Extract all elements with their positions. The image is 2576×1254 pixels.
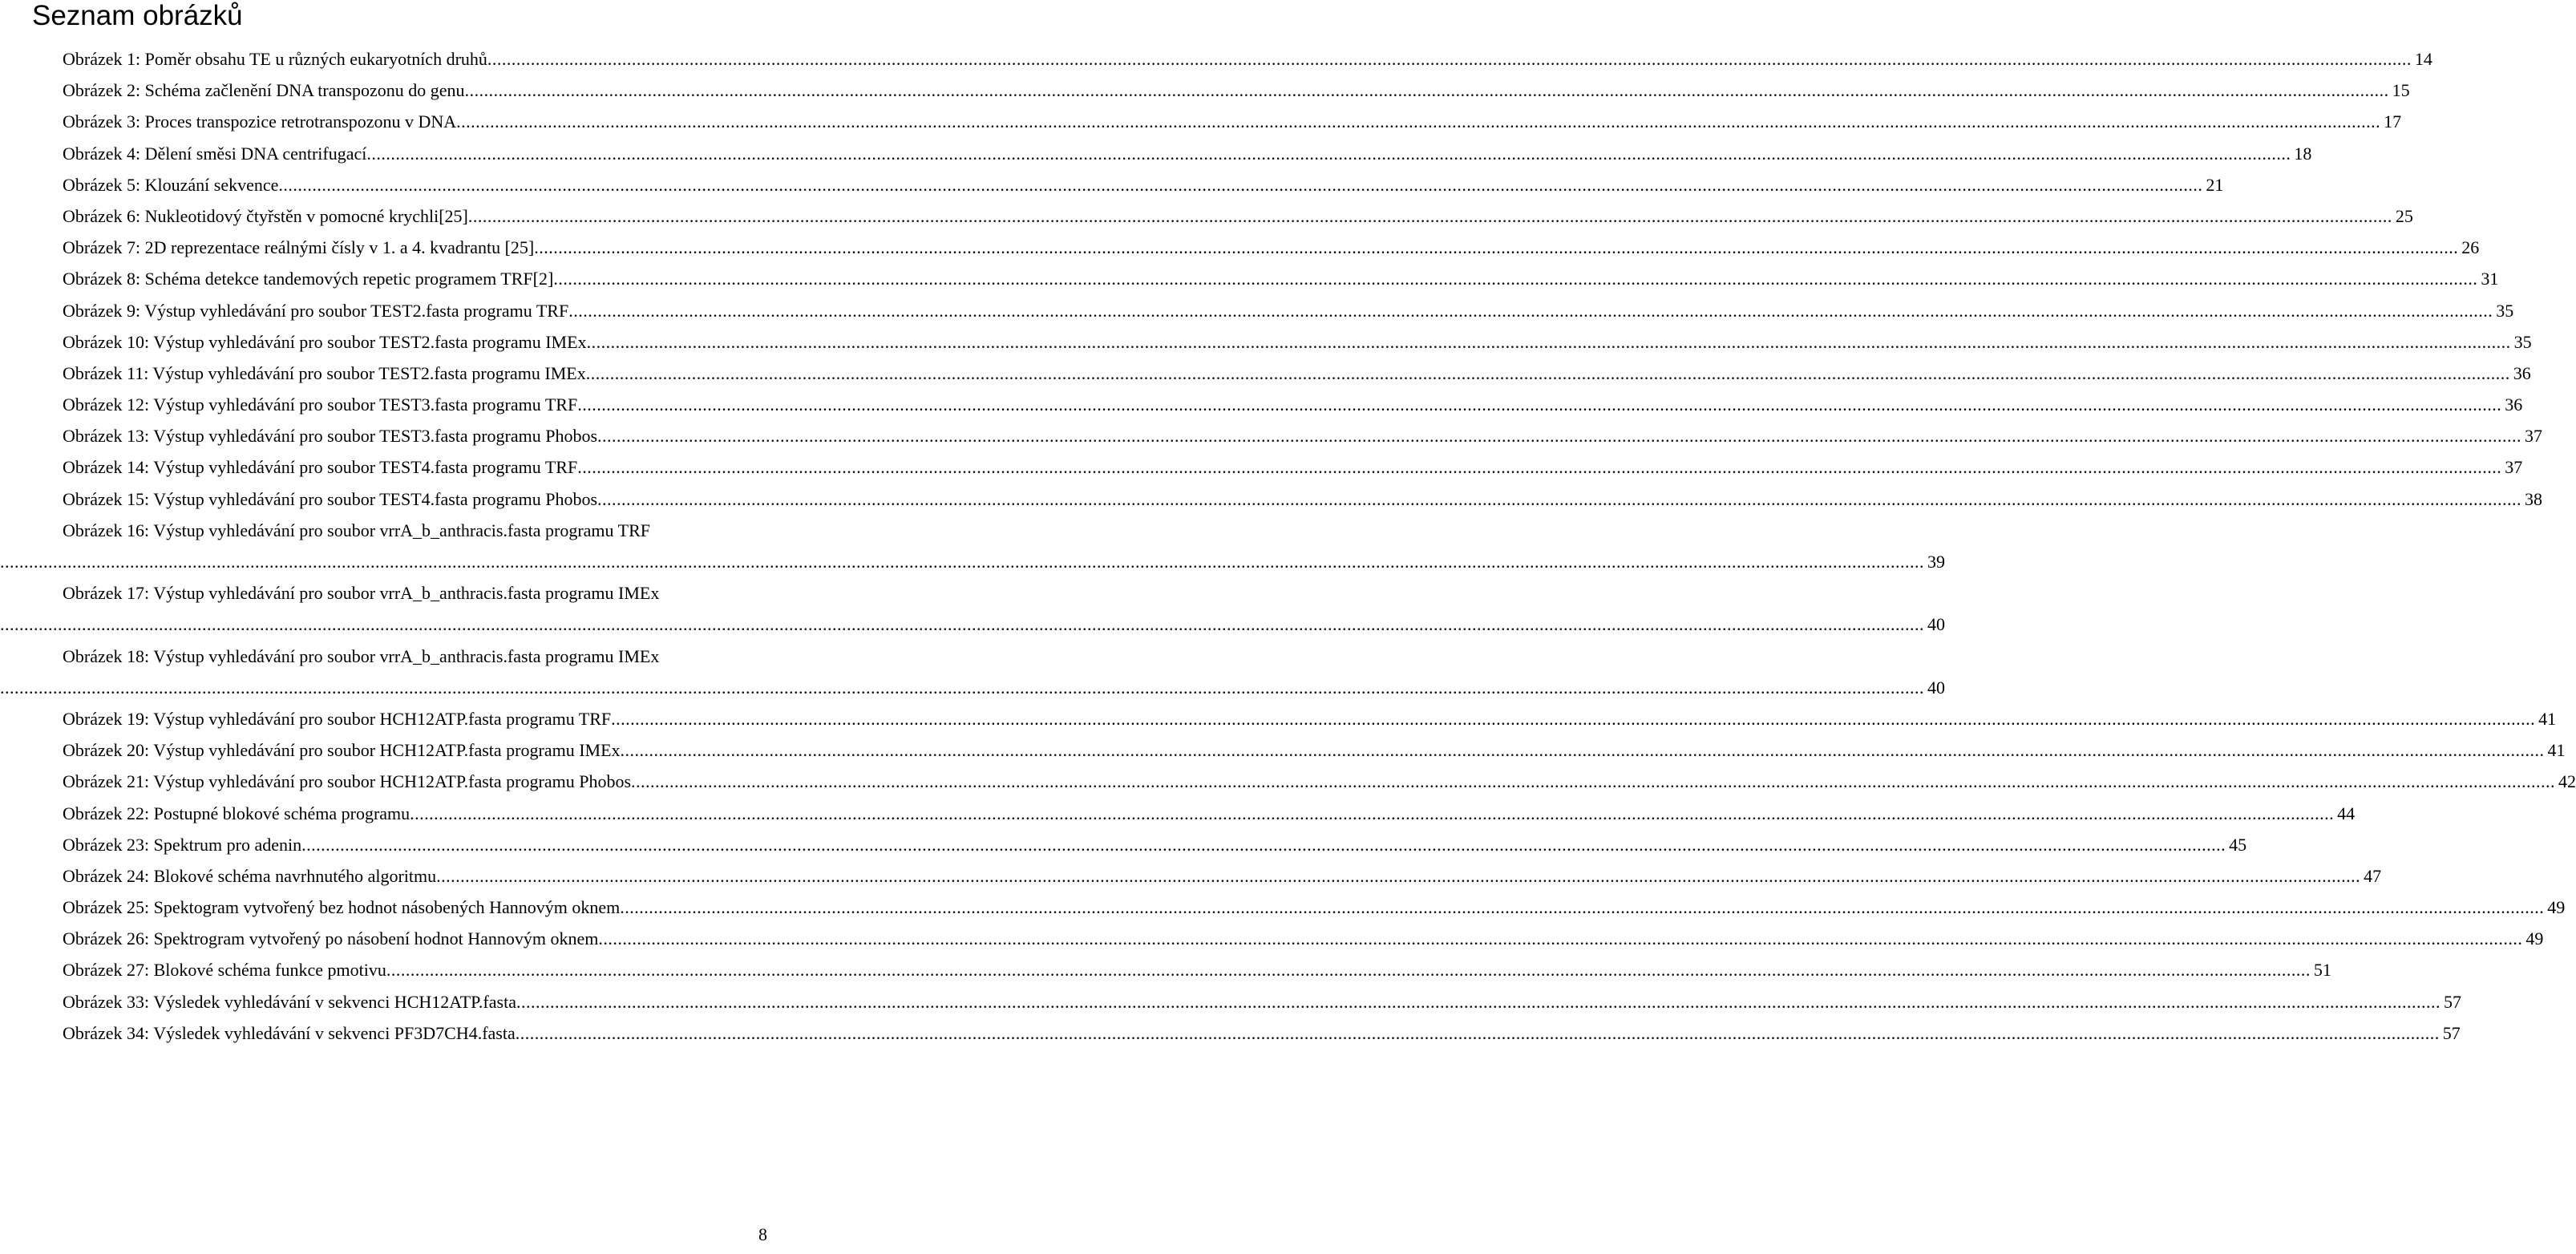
- toc-entry[interactable]: [0, 297, 2514, 329]
- toc-entry-page: 14: [2414, 49, 2432, 69]
- toc-entry-title: Obrázek 8: Schéma detekce tandemových repetic programem TRF[2]: [63, 269, 554, 289]
- toc-dot-leader: ................................................................................................................................................................................................................................................................................................................................................................................................................: [598, 928, 2523, 949]
- toc-entry-page: 42: [2558, 771, 2576, 792]
- toc-dot-leader: ................................................................................................................................................................................................................................................................................................................................................................................................................: [410, 803, 2335, 823]
- toc-entry-page: 49: [2547, 897, 2566, 918]
- toc-entry[interactable]: [0, 46, 2432, 77]
- toc-dot-leader: ................................................................................................................................................................................................................................................................................................................................................................................................................: [515, 1022, 2440, 1043]
- toc-entry[interactable]: [0, 989, 2461, 1020]
- toc-entry[interactable]: [0, 800, 2356, 831]
- list-of-figures: [0, 46, 2576, 1051]
- toc-entry-title: Obrázek 5: Klouzání sekvence: [63, 174, 279, 195]
- toc-entry-page: 31: [2481, 269, 2499, 289]
- toc-entry-page: 37: [2505, 457, 2523, 478]
- toc-dot-leader: ................................................................................................................................................................................................................................................................................................................................................................................................................: [436, 865, 2361, 886]
- toc-entry[interactable]: [0, 140, 2312, 172]
- toc-entry-title: Obrázek 17: Výstup vyhledávání pro soubor vrrA_b_anthracis.fasta programu IMEx: [63, 583, 660, 604]
- toc-entry[interactable]: [0, 391, 2523, 423]
- toc-entry-page: 35: [2496, 300, 2514, 321]
- toc-entry-title: Obrázek 18: Výstup vyhledávání pro soubor vrrA_b_anthracis.fasta programu IMEx: [63, 645, 660, 666]
- toc-dot-leader: ................................................................................................................................................................................................................................................................................................................................................................................................................: [301, 834, 2226, 855]
- toc-entry[interactable]: [0, 957, 2331, 988]
- toc-entry-page: 21: [2206, 174, 2224, 195]
- toc-entry-title: Obrázek 4: Dělení směsi DNA centrifugací: [63, 143, 367, 164]
- toc-entry-title: Obrázek 23: Spektrum pro adenin: [63, 834, 302, 855]
- toc-dot-leader: ................................................................................................................................................................................................................................................................................................................................................................................................................: [0, 614, 1924, 635]
- toc-entry-page: 45: [2229, 834, 2247, 855]
- toc-entry-title: Obrázek 33: Výsledek vyhledávání v sekvenci HCH12ATP.fasta: [63, 991, 516, 1012]
- toc-dot-leader: ................................................................................................................................................................................................................................................................................................................................................................................................................: [553, 269, 2478, 289]
- toc-entry[interactable]: [0, 203, 2413, 234]
- toc-entry[interactable]: [0, 486, 2543, 517]
- toc-entry-page: 39: [1927, 551, 1945, 572]
- toc-entry[interactable]: [0, 863, 2382, 894]
- toc-entry-page: 37: [2525, 426, 2543, 447]
- toc-entry[interactable]: [0, 643, 1945, 706]
- toc-entry[interactable]: [0, 234, 2480, 265]
- toc-entry-page: 40: [1927, 614, 1945, 635]
- toc-dot-leader: ................................................................................................................................................................................................................................................................................................................................................................................................................: [464, 80, 2389, 101]
- toc-entry-title: Obrázek 15: Výstup vyhledávání pro soubor TEST4.fasta programu Phobos: [63, 488, 598, 509]
- toc-entry-page: 36: [2505, 394, 2523, 415]
- toc-entry[interactable]: [0, 737, 2566, 768]
- toc-dot-leader: ................................................................................................................................................................................................................................................................................................................................................................................................................: [620, 740, 2545, 761]
- toc-dot-leader: ................................................................................................................................................................................................................................................................................................................................................................................................................: [467, 205, 2392, 226]
- toc-entry-title: Obrázek 1: Poměr obsahu TE u různých eukaryotních druhů: [63, 49, 487, 69]
- toc-entry-page: 44: [2337, 803, 2356, 823]
- toc-entry[interactable]: [0, 517, 1945, 580]
- toc-entry[interactable]: [0, 1020, 2461, 1051]
- toc-entry-title: Obrázek 9: Výstup vyhledávání pro soubor TEST2.fasta programu TRF: [63, 300, 569, 321]
- toc-entry-page: 49: [2525, 928, 2544, 949]
- toc-dot-leader: ................................................................................................................................................................................................................................................................................................................................................................................................................: [585, 362, 2510, 383]
- toc-entry-page: 38: [2525, 488, 2543, 509]
- toc-dot-leader: ................................................................................................................................................................................................................................................................................................................................................................................................................: [597, 426, 2522, 447]
- toc-dot-leader: ................................................................................................................................................................................................................................................................................................................................................................................................................: [386, 960, 2311, 981]
- toc-entry[interactable]: [0, 768, 2576, 799]
- toc-entry-title: Obrázek 6: Nukleotidový čtyřstěn v pomocné krychli[25]: [63, 205, 468, 226]
- toc-entry[interactable]: [0, 706, 2557, 737]
- toc-entry-title: Obrázek 26: Spektrogram vytvořený po násobení hodnot Hannovým oknem: [63, 928, 599, 949]
- toc-entry-page: 26: [2461, 237, 2480, 258]
- toc-entry-title: Obrázek 27: Blokové schéma funkce pmotivu: [63, 960, 386, 981]
- toc-entry-title: Obrázek 22: Postupné blokové schéma programu: [63, 803, 410, 823]
- toc-entry-title: Obrázek 19: Výstup vyhledávání pro soubor HCH12ATP.fasta programu TRF: [63, 708, 612, 729]
- toc-entry[interactable]: [0, 423, 2543, 454]
- toc-entry-title: Obrázek 34: Výsledek vyhledávání v sekvenci PF3D7CH4.fasta: [63, 1022, 516, 1043]
- toc-dot-leader: ................................................................................................................................................................................................................................................................................................................................................................................................................: [0, 677, 1924, 698]
- toc-entry[interactable]: [0, 77, 2410, 108]
- toc-entry-page: 57: [2442, 1022, 2461, 1043]
- toc-entry[interactable]: [0, 108, 2402, 140]
- toc-dot-leader: ................................................................................................................................................................................................................................................................................................................................................................................................................: [611, 708, 2536, 729]
- toc-entry-page: 41: [2538, 708, 2557, 729]
- toc-dot-leader: ................................................................................................................................................................................................................................................................................................................................................................................................................: [568, 300, 2493, 321]
- toc-entry-page: 18: [2294, 143, 2312, 164]
- toc-entry-page: 36: [2513, 362, 2531, 383]
- toc-entry[interactable]: [0, 265, 2499, 297]
- toc-dot-leader: ................................................................................................................................................................................................................................................................................................................................................................................................................: [516, 991, 2441, 1012]
- toc-dot-leader: ................................................................................................................................................................................................................................................................................................................................................................................................................: [597, 488, 2522, 509]
- toc-entry-title: Obrázek 11: Výstup vyhledávání pro soubor TEST2.fasta programu IMEx: [63, 362, 586, 383]
- toc-dot-leader: ................................................................................................................................................................................................................................................................................................................................................................................................................: [0, 551, 1924, 572]
- toc-dot-leader: ................................................................................................................................................................................................................................................................................................................................................................................................................: [456, 111, 2381, 132]
- toc-entry-title: Obrázek 7: 2D reprezentace reálnými čísly v 1. a 4. kvadrantu [25]: [63, 237, 535, 258]
- toc-entry-title: Obrázek 12: Výstup vyhledávání pro soubor TEST3.fasta programu TRF: [63, 394, 578, 415]
- toc-entry[interactable]: [0, 454, 2523, 485]
- toc-dot-leader: ................................................................................................................................................................................................................................................................................................................................................................................................................: [577, 457, 2502, 478]
- toc-entry[interactable]: [0, 925, 2544, 957]
- toc-entry[interactable]: [0, 831, 2247, 863]
- toc-entry-title: Obrázek 2: Schéma začlenění DNA transpozonu do genu: [63, 80, 465, 101]
- toc-entry-title: Obrázek 14: Výstup vyhledávání pro soubor TEST4.fasta programu TRF: [63, 457, 578, 478]
- toc-entry-page: 41: [2547, 740, 2566, 761]
- toc-entry-title: Obrázek 20: Výstup vyhledávání pro soubor HCH12ATP.fasta programu IMEx: [63, 740, 621, 761]
- toc-dot-leader: ................................................................................................................................................................................................................................................................................................................................................................................................................: [278, 174, 2203, 195]
- page-number: 8: [758, 1224, 767, 1244]
- page-title: Seznam obrázků: [32, 0, 243, 31]
- toc-entry-page: 15: [2392, 80, 2410, 101]
- toc-entry[interactable]: [0, 360, 2531, 391]
- toc-entry-title: Obrázek 24: Blokové schéma navrhnutého algoritmu: [63, 865, 437, 886]
- toc-entry-page: 17: [2384, 111, 2402, 132]
- toc-dot-leader: ................................................................................................................................................................................................................................................................................................................................................................................................................: [577, 394, 2502, 415]
- toc-entry-page: 35: [2513, 331, 2532, 352]
- toc-entry[interactable]: [0, 172, 2224, 203]
- toc-dot-leader: ................................................................................................................................................................................................................................................................................................................................................................................................................: [586, 331, 2511, 352]
- toc-entry-title: Obrázek 16: Výstup vyhledávání pro soubor vrrA_b_anthracis.fasta programu TRF: [63, 520, 650, 540]
- toc-entry[interactable]: [0, 894, 2566, 925]
- toc-dot-leader: ................................................................................................................................................................................................................................................................................................................................................................................................................: [620, 897, 2545, 918]
- toc-entry[interactable]: [0, 580, 1945, 642]
- toc-entry-title: Obrázek 13: Výstup vyhledávání pro soubor TEST3.fasta programu Phobos: [63, 426, 598, 447]
- toc-entry-title: Obrázek 25: Spektogram vytvořený bez hodnot násobených Hannovým oknem: [63, 897, 621, 918]
- toc-entry[interactable]: [0, 329, 2532, 360]
- toc-dot-leader: ................................................................................................................................................................................................................................................................................................................................................................................................................: [631, 771, 2556, 792]
- toc-entry-page: 47: [2364, 865, 2382, 886]
- toc-entry-page: 25: [2395, 205, 2413, 226]
- toc-entry-title: Obrázek 3: Proces transpozice retrotranspozonu v DNA: [63, 111, 457, 132]
- toc-dot-leader: ................................................................................................................................................................................................................................................................................................................................................................................................................: [366, 143, 2291, 164]
- toc-entry-title: Obrázek 21: Výstup vyhledávání pro soubor HCH12ATP.fasta programu Phobos: [63, 771, 632, 792]
- toc-entry-title: Obrázek 10: Výstup vyhledávání pro soubor TEST2.fasta programu IMEx: [63, 331, 587, 352]
- toc-entry-page: 51: [2313, 960, 2331, 981]
- toc-entry-page: 40: [1927, 677, 1945, 698]
- toc-entry-page: 57: [2443, 991, 2461, 1012]
- toc-dot-leader: ................................................................................................................................................................................................................................................................................................................................................................................................................: [534, 237, 2459, 258]
- toc-dot-leader: ................................................................................................................................................................................................................................................................................................................................................................................................................: [487, 49, 2412, 69]
